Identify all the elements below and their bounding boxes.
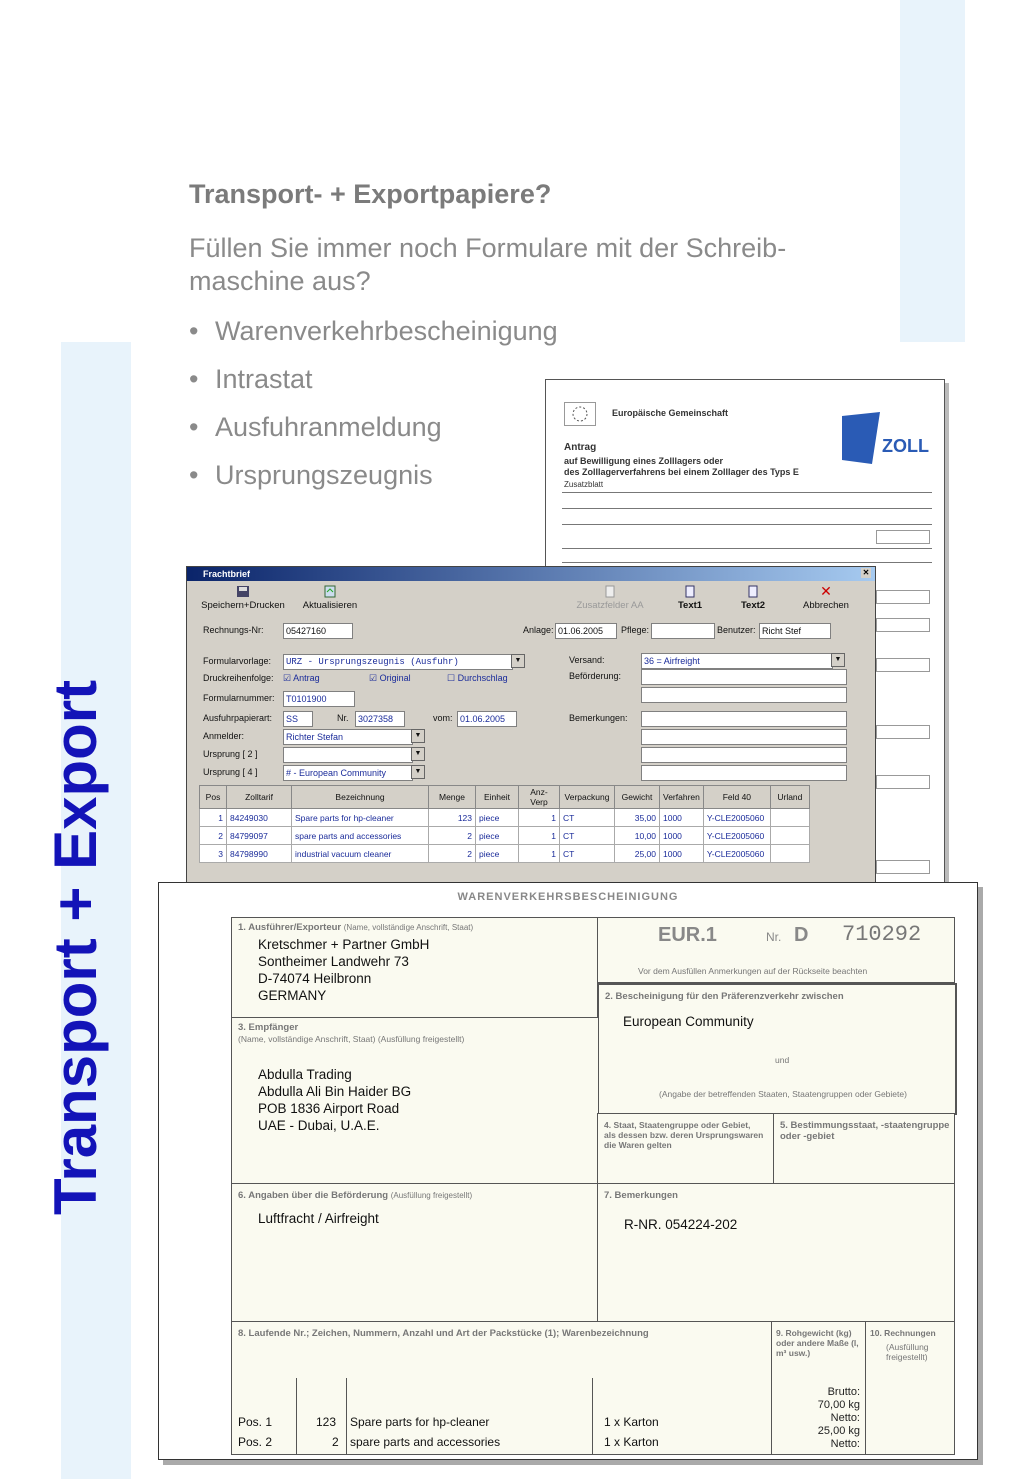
text1-button[interactable]: Text1 bbox=[665, 585, 715, 611]
box2-und: und bbox=[775, 1055, 790, 1065]
bemerkungen-field-2[interactable] bbox=[641, 729, 847, 745]
nr-label: Nr. bbox=[337, 713, 349, 723]
positions-table bbox=[199, 785, 810, 863]
eur1-nr-label: Nr. bbox=[766, 930, 782, 944]
box-transport bbox=[231, 1183, 599, 1323]
cancel-x-icon: ✕ bbox=[820, 583, 832, 599]
box3-label: 3. Empfänger bbox=[238, 1022, 299, 1033]
vertical-slide-title: Transport + Export bbox=[42, 679, 109, 1215]
box10-label: 10. Rechnungen bbox=[870, 1328, 936, 1338]
cancel-button[interactable]: ✕ Abbrechen bbox=[803, 583, 849, 611]
close-icon[interactable]: ✕ bbox=[862, 568, 870, 577]
box7-label: 7. Bemerkungen bbox=[604, 1190, 678, 1201]
ursprung4-label: Ursprung [ 4 ] bbox=[203, 767, 258, 777]
box-remarks bbox=[597, 1183, 955, 1323]
text-icon bbox=[746, 585, 760, 598]
text2-button[interactable]: Text2 bbox=[727, 585, 779, 611]
pflege-field[interactable] bbox=[651, 623, 715, 639]
box-preference bbox=[597, 983, 957, 1115]
col-header: Urland bbox=[770, 786, 809, 809]
bemerkungen-field-3[interactable] bbox=[641, 747, 847, 763]
druckreihenfolge-label: Druckreihenfolge: bbox=[203, 673, 274, 683]
eur1-header: WARENVERKEHRSBESCHEINIGUNG bbox=[457, 891, 679, 903]
formularnummer-label: Formularnummer: bbox=[203, 693, 275, 703]
check-antrag[interactable]: ☑ Antrag bbox=[283, 673, 320, 683]
item-pos: Pos. 2 bbox=[238, 1435, 273, 1449]
box1-label: 1. Ausführer/Exporteur bbox=[238, 922, 342, 933]
box-invoices bbox=[865, 1321, 955, 1455]
box7-value: R-NR. 054224-202 bbox=[624, 1217, 738, 1232]
check-durchschlag[interactable]: ☐ Durchschlag bbox=[447, 673, 508, 683]
item-qty: 123 bbox=[316, 1415, 337, 1429]
floppy-icon bbox=[236, 585, 250, 598]
antrag-org: Europäische Gemeinschaft bbox=[612, 408, 729, 418]
vom-label: vom: bbox=[433, 713, 453, 723]
col-header: Anz-Verp bbox=[519, 786, 560, 809]
zoll-logo bbox=[842, 412, 932, 464]
item-desc: Spare parts for hp-cleaner bbox=[350, 1415, 490, 1429]
eur1-number: 710292 bbox=[842, 922, 922, 947]
item-pack: 1 x Karton bbox=[604, 1415, 659, 1429]
befoerderung-field-2[interactable] bbox=[641, 687, 847, 703]
antrag-line2: des Zolllagerverfahrens bei einem Zolllager des Typs E bbox=[564, 467, 799, 477]
col-header: Einheit bbox=[476, 786, 519, 809]
ausfuhrpapierart-label: Ausfuhrpapierart: bbox=[203, 713, 273, 723]
benutzer-field[interactable]: Richt Stef bbox=[759, 623, 831, 639]
box-eur1-number bbox=[597, 917, 955, 983]
col-header: Verpackung bbox=[560, 786, 615, 809]
ursprung4-select[interactable]: # - European Community bbox=[283, 765, 413, 781]
eur1-certificate bbox=[158, 882, 978, 1460]
vom-field[interactable]: 01.06.2005 bbox=[457, 711, 517, 727]
pflege-label: Pflege: bbox=[621, 625, 650, 635]
text-icon bbox=[683, 585, 697, 598]
bemerkungen-field-4[interactable] bbox=[641, 765, 847, 781]
befoerderung-label: Beförderung: bbox=[569, 671, 622, 681]
window-titlebar: Frachtbrief ✕ bbox=[187, 567, 875, 581]
box-consignee bbox=[231, 1017, 599, 1185]
benutzer-label: Benutzer: bbox=[717, 625, 756, 635]
col-header: Menge bbox=[429, 786, 476, 809]
antrag-zusatz: Zusatzblatt bbox=[564, 480, 604, 489]
box6-label: 6. Angaben über die Beförderung bbox=[238, 1190, 389, 1201]
item-pack: 1 x Karton bbox=[604, 1435, 659, 1449]
box-goods bbox=[231, 1321, 773, 1455]
extra-fields-button[interactable]: Zusatzfelder AA bbox=[567, 585, 653, 611]
zoll-logo-text: ZOLL bbox=[882, 436, 929, 456]
anlage-field[interactable]: 01.06.2005 bbox=[555, 623, 617, 639]
col-header: Zolltarif bbox=[227, 786, 292, 809]
box-weight bbox=[771, 1321, 867, 1455]
table-row[interactable]: 3 84798990 industrial vacuum cleaner 2 piece 1 CT 25,00 1000 Y-CLE2005060 bbox=[200, 845, 810, 863]
document-icon bbox=[603, 585, 617, 598]
bullet-item: • Ausfuhranmeldung bbox=[189, 412, 442, 442]
antrag-line1: auf Bewilligung eines Zolllagers oder bbox=[564, 456, 724, 466]
box3-sub: (Name, vollständige Anschrift, Staat) (Ausfüllung freigestellt) bbox=[238, 1034, 465, 1044]
anlage-label: Anlage: bbox=[523, 625, 554, 635]
box6-sub: (Ausfüllung freigestellt) bbox=[390, 1191, 473, 1200]
slide-intro: Füllen Sie immer noch Formulare mit der Schreib- maschine aus? bbox=[189, 233, 787, 296]
item-pos: Pos. 1 bbox=[238, 1415, 273, 1429]
consignee-address: Abdulla Trading Abdulla Ali Bin Haider BG POB 1836 Airport Road UAE - Dubai, U.A.E. bbox=[258, 1067, 412, 1133]
nr-field[interactable]: 3027358 bbox=[355, 711, 405, 727]
box5-label: 5. Bestimmungsstaat, -staatengruppe oder -gebiet bbox=[780, 1120, 950, 1142]
box-origin bbox=[597, 1113, 775, 1185]
bullet-item: • Warenverkehrbescheinigung bbox=[189, 316, 558, 346]
bullet-item: • Ursprungszeugnis bbox=[189, 460, 433, 490]
versand-select[interactable]: 36 = Airfreight bbox=[641, 653, 833, 669]
chevron-down-icon[interactable]: ▼ bbox=[831, 653, 845, 667]
col-header: Gewicht bbox=[615, 786, 660, 809]
rechnungs-nr-label: Rechnungs-Nr: bbox=[203, 625, 264, 635]
ausfuhrpapierart-field[interactable]: SS bbox=[283, 711, 313, 727]
box-destination bbox=[773, 1113, 955, 1185]
box2-value: European Community bbox=[623, 1014, 754, 1029]
eur1-form-name: EUR.1 bbox=[658, 924, 717, 946]
item-desc: spare parts and accessories bbox=[350, 1435, 501, 1449]
box2-label: 2. Bescheinigung für den Präferenzverkehr zwischen bbox=[605, 991, 844, 1002]
table-row[interactable]: 1 84249030 Spare parts for hp-cleaner 123 piece 1 CT 35,00 1000 Y-CLE2005060 bbox=[200, 809, 810, 827]
formularvorlage-label: Formularvorlage: bbox=[203, 656, 272, 666]
eur1-series: D bbox=[794, 924, 809, 946]
box10-sub: (Ausfüllung freigestellt) bbox=[886, 1342, 929, 1362]
table-row[interactable]: 2 84799097 spare parts and accessories 2 piece 1 CT 10,00 1000 Y-CLE2005060 bbox=[200, 827, 810, 845]
col-header: Verfahren bbox=[660, 786, 704, 809]
col-header: Feld 40 bbox=[703, 786, 770, 809]
bemerkungen-field[interactable] bbox=[641, 711, 847, 727]
ursprung2-label: Ursprung [ 2 ] bbox=[203, 749, 258, 759]
accent-panel-top-right bbox=[900, 0, 965, 342]
col-header: Bezeichnung bbox=[292, 786, 429, 809]
col-header: Pos bbox=[200, 786, 227, 809]
box9-label: 9. Rohgewicht (kg) oder andere Maße (l, m³ usw.) bbox=[776, 1328, 859, 1358]
versand-label: Versand: bbox=[569, 655, 605, 665]
slide-heading: Transport- + Exportpapiere? bbox=[189, 179, 552, 209]
eur1-reverse-note: Vor dem Ausfüllen Anmerkungen auf der Rückseite beachten bbox=[638, 966, 868, 976]
box6-value: Luftfracht / Airfreight bbox=[258, 1211, 379, 1226]
ursprung2-select[interactable] bbox=[283, 747, 413, 763]
chevron-down-icon[interactable]: ▼ bbox=[511, 654, 525, 668]
save-print-button[interactable]: Speichern+Drucken bbox=[195, 585, 291, 611]
box1-sub: (Name, vollständige Anschrift, Staat) bbox=[343, 923, 474, 932]
chevron-down-icon[interactable]: ▼ bbox=[411, 729, 425, 743]
weights: Brutto: 70,00 kg Netto: 25,00 kg Netto: bbox=[817, 1386, 860, 1450]
bemerkungen-label: Bemerkungen: bbox=[569, 713, 628, 723]
refresh-icon bbox=[323, 585, 337, 598]
exporter-address: Kretschmer + Partner GmbH Sontheimer Landwehr 73 D-74074 Heilbronn GERMANY bbox=[258, 937, 430, 1003]
refresh-button[interactable]: Aktualisieren bbox=[295, 585, 365, 611]
rechnungs-nr-field[interactable]: 05427160 bbox=[283, 623, 353, 639]
eu-stars-icon bbox=[564, 402, 596, 426]
box4-label: 4. Staat, Staatengruppe oder Gebiet, als dessen bzw. deren Ursprungswaren die Waren gelten bbox=[604, 1120, 764, 1150]
anmelder-label: Anmelder: bbox=[203, 731, 245, 741]
formularnummer-field[interactable]: T0101900 bbox=[283, 691, 355, 707]
check-original[interactable]: ☑ Original bbox=[369, 673, 411, 683]
anmelder-select[interactable]: Richter Stefan bbox=[283, 729, 413, 745]
box8-label: 8. Laufende Nr.; Zeichen, Nummern, Anzahl und Art der Packstücke (1); Warenbezeichnung bbox=[238, 1328, 649, 1339]
befoerderung-field[interactable] bbox=[641, 669, 847, 685]
bullet-item: • Intrastat bbox=[189, 364, 313, 394]
antrag-title: Antrag bbox=[564, 442, 597, 453]
chevron-down-icon[interactable]: ▼ bbox=[411, 765, 425, 779]
table-header-row bbox=[200, 786, 810, 809]
frachtbrief-window bbox=[186, 566, 876, 894]
formularvorlage-select[interactable]: URZ - Ursprungszeugnis (Ausfuhr) bbox=[283, 654, 513, 670]
item-qty: 2 bbox=[332, 1435, 339, 1449]
box2-sub: (Angabe der betreffenden Staaten, Staatengruppen oder Gebiete) bbox=[659, 1089, 907, 1099]
chevron-down-icon[interactable]: ▼ bbox=[411, 747, 425, 761]
box-exporter bbox=[231, 917, 599, 1019]
